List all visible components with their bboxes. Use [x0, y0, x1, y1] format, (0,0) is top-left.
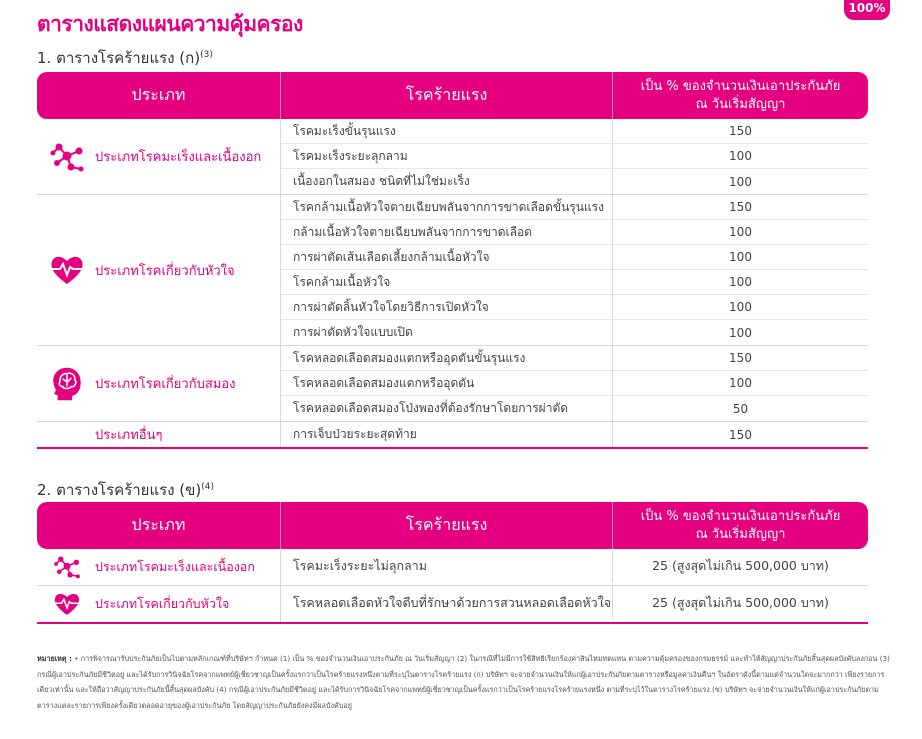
header-percent: [613, 72, 868, 119]
page-title: ตารางแสดงแผนความคุ้มครอง: [37, 12, 303, 36]
table-row: [281, 549, 868, 582]
table-header: [37, 72, 868, 119]
header-percent-line2: ณ วันเริ่มสัญญา: [695, 96, 786, 112]
disease-cell: โรคหลอดเลือดสมองแตกหรืออุดตัน: [281, 371, 613, 395]
disease-cell: การผ่าตัดลิ้นหัวใจโดยวิธีการเปิดหัวใจ: [281, 295, 613, 319]
table2-heading: [37, 478, 214, 502]
disease-cell: โรคกล้ามเนื้อหัวใจ: [281, 270, 613, 294]
table-row: [281, 422, 868, 447]
table-row: [281, 220, 868, 245]
cancer-molecule-icon: [49, 549, 85, 585]
percent-cell: 100: [729, 376, 752, 390]
table-row: [281, 245, 868, 270]
brain-head-icon: [49, 366, 85, 402]
critical-illness-table-b: [37, 502, 868, 624]
disease-cell: โรคมะเร็งระยะลุกลาม: [281, 144, 613, 168]
category-label: ประเภทโรคมะเร็งและเนื้องอก: [95, 150, 262, 165]
category-cell: [37, 119, 281, 194]
disease-cell: กล้ามเนื้อหัวใจตายเฉียบพลันจากการขาดเลือด: [281, 220, 613, 244]
category-group: [37, 119, 868, 195]
category-group: [37, 549, 868, 586]
disease-cell: เนื้องอกในสมอง ชนิดที่ไม่ใช่มะเร็ง: [281, 169, 613, 194]
table-row: [281, 295, 868, 320]
footnote-text: • การพิจารณารับประกันภัยเป็นไปตามหลักเกณฑ์ที่บริษัทฯ กำหนด (1) เป็น % ของจำนวนเงินเอาประกันภัย ณ วันเริ่มสัญญา (2) ในกรณีที่ไม่มีการใช้สิทธิเรียกร้องค่าสินไหมทดแทน ตามความคุ้มครองของกรมธรรม์ และทำให้สัญญาประกันภัยสิ้นสุดผลบังคับลงก่อน (3) กรณีผู้เอาประกันภัยมีชีวิตอยู่ และได้รับการวินิจฉัยโรคจากแพทย์ผู้เชี่ยวชาญเป็นครั้งแรกว่าเป็นโรคร้ายแรงหนึ่งตามที่ระบุในตารางโรคร้ายแรง (ก) บริษัทฯ จะจ่ายจำนวนเงินให้แก่ผู้เอาประกันภัยตามตารางหรือมูลค่าเงินคืนฯ ในอัตราดังนี้ตามแต่จำนวนใดจะมากกว่า เพียงรายการเดียวเท่านั้น และให้ถือว่าสัญญาประกันภัยนี้สิ้นสุดผลบังคับ (4) กรณีผู้เอาประกันภัยมีชีวิตอยู่ และได้รับการวินิจฉัยโรคจากแพทย์ผู้เชี่ยวชาญเป็นครั้งแรกว่าเป็นโรคร้ายแรงโรคร้ายแรงหนึ่ง ตามที่ระบุไว้ในตารางโรคร้ายแรง (ข) บริษัทฯ จะจ่ายจำนวนเงินให้แก่ผู้เอาประกันภัยตามตารางแต่ละรายการเพียงครั้งเดียวตลอดอายุของผู้เอาประกันภัย โดยสัญญาประกันภัยยังคงมีผลบังคับอยู่: [37, 654, 890, 710]
percent-cell: 100: [729, 325, 752, 340]
percent-cell: 100: [729, 225, 752, 239]
table1-heading-sup: (3): [200, 50, 213, 60]
table-row: [281, 320, 868, 345]
header-disease: โรคร้ายแรง: [281, 72, 613, 119]
category-cell: [37, 586, 281, 622]
heart-pulse-icon: [49, 586, 85, 622]
percent-cell: 150: [729, 200, 752, 214]
table2-heading-sup: (4): [201, 482, 214, 492]
category-group: [37, 422, 868, 449]
disease-cell: โรคกล้ามเนื้อหัวใจตายเฉียบพลันจากการขาดเลือดขั้นรุนแรง: [281, 195, 613, 219]
disease-cell: โรคหลอดเลือดสมองโป่งพองที่ต้องรักษาโดยการผ่าตัด: [281, 396, 613, 421]
header-type: ประเภท: [37, 72, 281, 119]
category-group: [37, 346, 868, 422]
category-cell: [37, 195, 281, 345]
disease-cell: โรคมะเร็งระยะไม่ลุกลาม: [281, 549, 613, 582]
table-row: [281, 270, 868, 295]
disease-cell: โรคหลอดเลือดสมองแตกหรืออุดตันขั้นรุนแรง: [281, 346, 613, 370]
table-row: [281, 195, 868, 220]
percent-cell: 25 (สูงสุดไม่เกิน 500,000 บาท): [652, 594, 829, 610]
footnote: [37, 651, 897, 713]
table1-heading-text: 1. ตารางโรคร้ายแรง (ก): [37, 49, 201, 67]
percent-cell: 50: [732, 401, 749, 416]
percent-cell: 150: [729, 427, 752, 442]
category-label: ประเภทโรคมะเร็งและเนื้องอก: [95, 559, 255, 574]
disease-cell: การผ่าตัดหัวใจแบบเปิด: [281, 320, 613, 345]
table-row: [281, 346, 868, 371]
table-row: [281, 169, 868, 194]
percent-cell: 150: [729, 351, 752, 365]
table-row: [281, 119, 868, 144]
percent-cell: 100: [729, 275, 752, 289]
disease-cell: โรคมะเร็งขั้นรุนแรง: [281, 119, 613, 143]
table-row: [281, 371, 868, 396]
heart-pulse-icon: [49, 252, 85, 288]
category-label: ประเภทโรคเกี่ยวกับหัวใจ: [95, 596, 230, 611]
footnote-label: หมายเหตุ :: [37, 654, 72, 663]
table-body: [37, 549, 868, 624]
percent-cell: 150: [729, 124, 752, 138]
table-row: [281, 144, 868, 169]
percent-cell: 100: [729, 300, 752, 314]
disease-cell: โรคหลอดเลือดหัวใจตีบที่รักษาด้วยการสวนหลอดเลือดหัวใจ: [281, 586, 613, 619]
category-group: [37, 195, 868, 346]
zoom-badge[interactable]: 100%: [844, 0, 890, 20]
header-percent-line1: เป็น % ของจำนวนเงินเอาประกันภัย: [640, 78, 841, 94]
percent-cell: 100: [729, 250, 752, 264]
header-percent-line1: เป็น % ของจำนวนเงินเอาประกันภัย: [640, 508, 841, 524]
critical-illness-table-a: [37, 72, 868, 449]
table-body: [37, 119, 868, 449]
table-row: [281, 586, 868, 619]
category-cell: [37, 422, 281, 447]
table-row: [281, 396, 868, 421]
category-label: ประเภทอื่นๆ: [95, 428, 163, 443]
percent-cell: 100: [729, 149, 752, 163]
header-percent: [613, 502, 868, 549]
table2-heading-text: 2. ตารางโรคร้ายแรง (ข): [37, 481, 202, 499]
header-percent-line2: ณ วันเริ่มสัญญา: [695, 526, 786, 542]
cancer-molecule-icon: [49, 139, 85, 175]
category-cell: [37, 346, 281, 421]
disease-cell: การเจ็บป่วยระยะสุดท้าย: [281, 422, 613, 447]
table1-heading: [37, 46, 213, 70]
percent-cell: 100: [729, 174, 752, 189]
category-cell: [37, 549, 281, 585]
category-group: [37, 586, 868, 624]
disease-cell: การผ่าตัดเส้นเลือดเลี้ยงกล้ามเนื้อหัวใจ: [281, 245, 613, 269]
table-header: [37, 502, 868, 549]
category-label: ประเภทโรคเกี่ยวกับหัวใจ: [95, 263, 235, 279]
percent-cell: 25 (สูงสุดไม่เกิน 500,000 บาท): [652, 557, 829, 573]
header-disease: โรคร้ายแรง: [281, 502, 613, 549]
header-type: ประเภท: [37, 502, 281, 549]
category-label: ประเภทโรคเกี่ยวกับสมอง: [95, 377, 236, 392]
